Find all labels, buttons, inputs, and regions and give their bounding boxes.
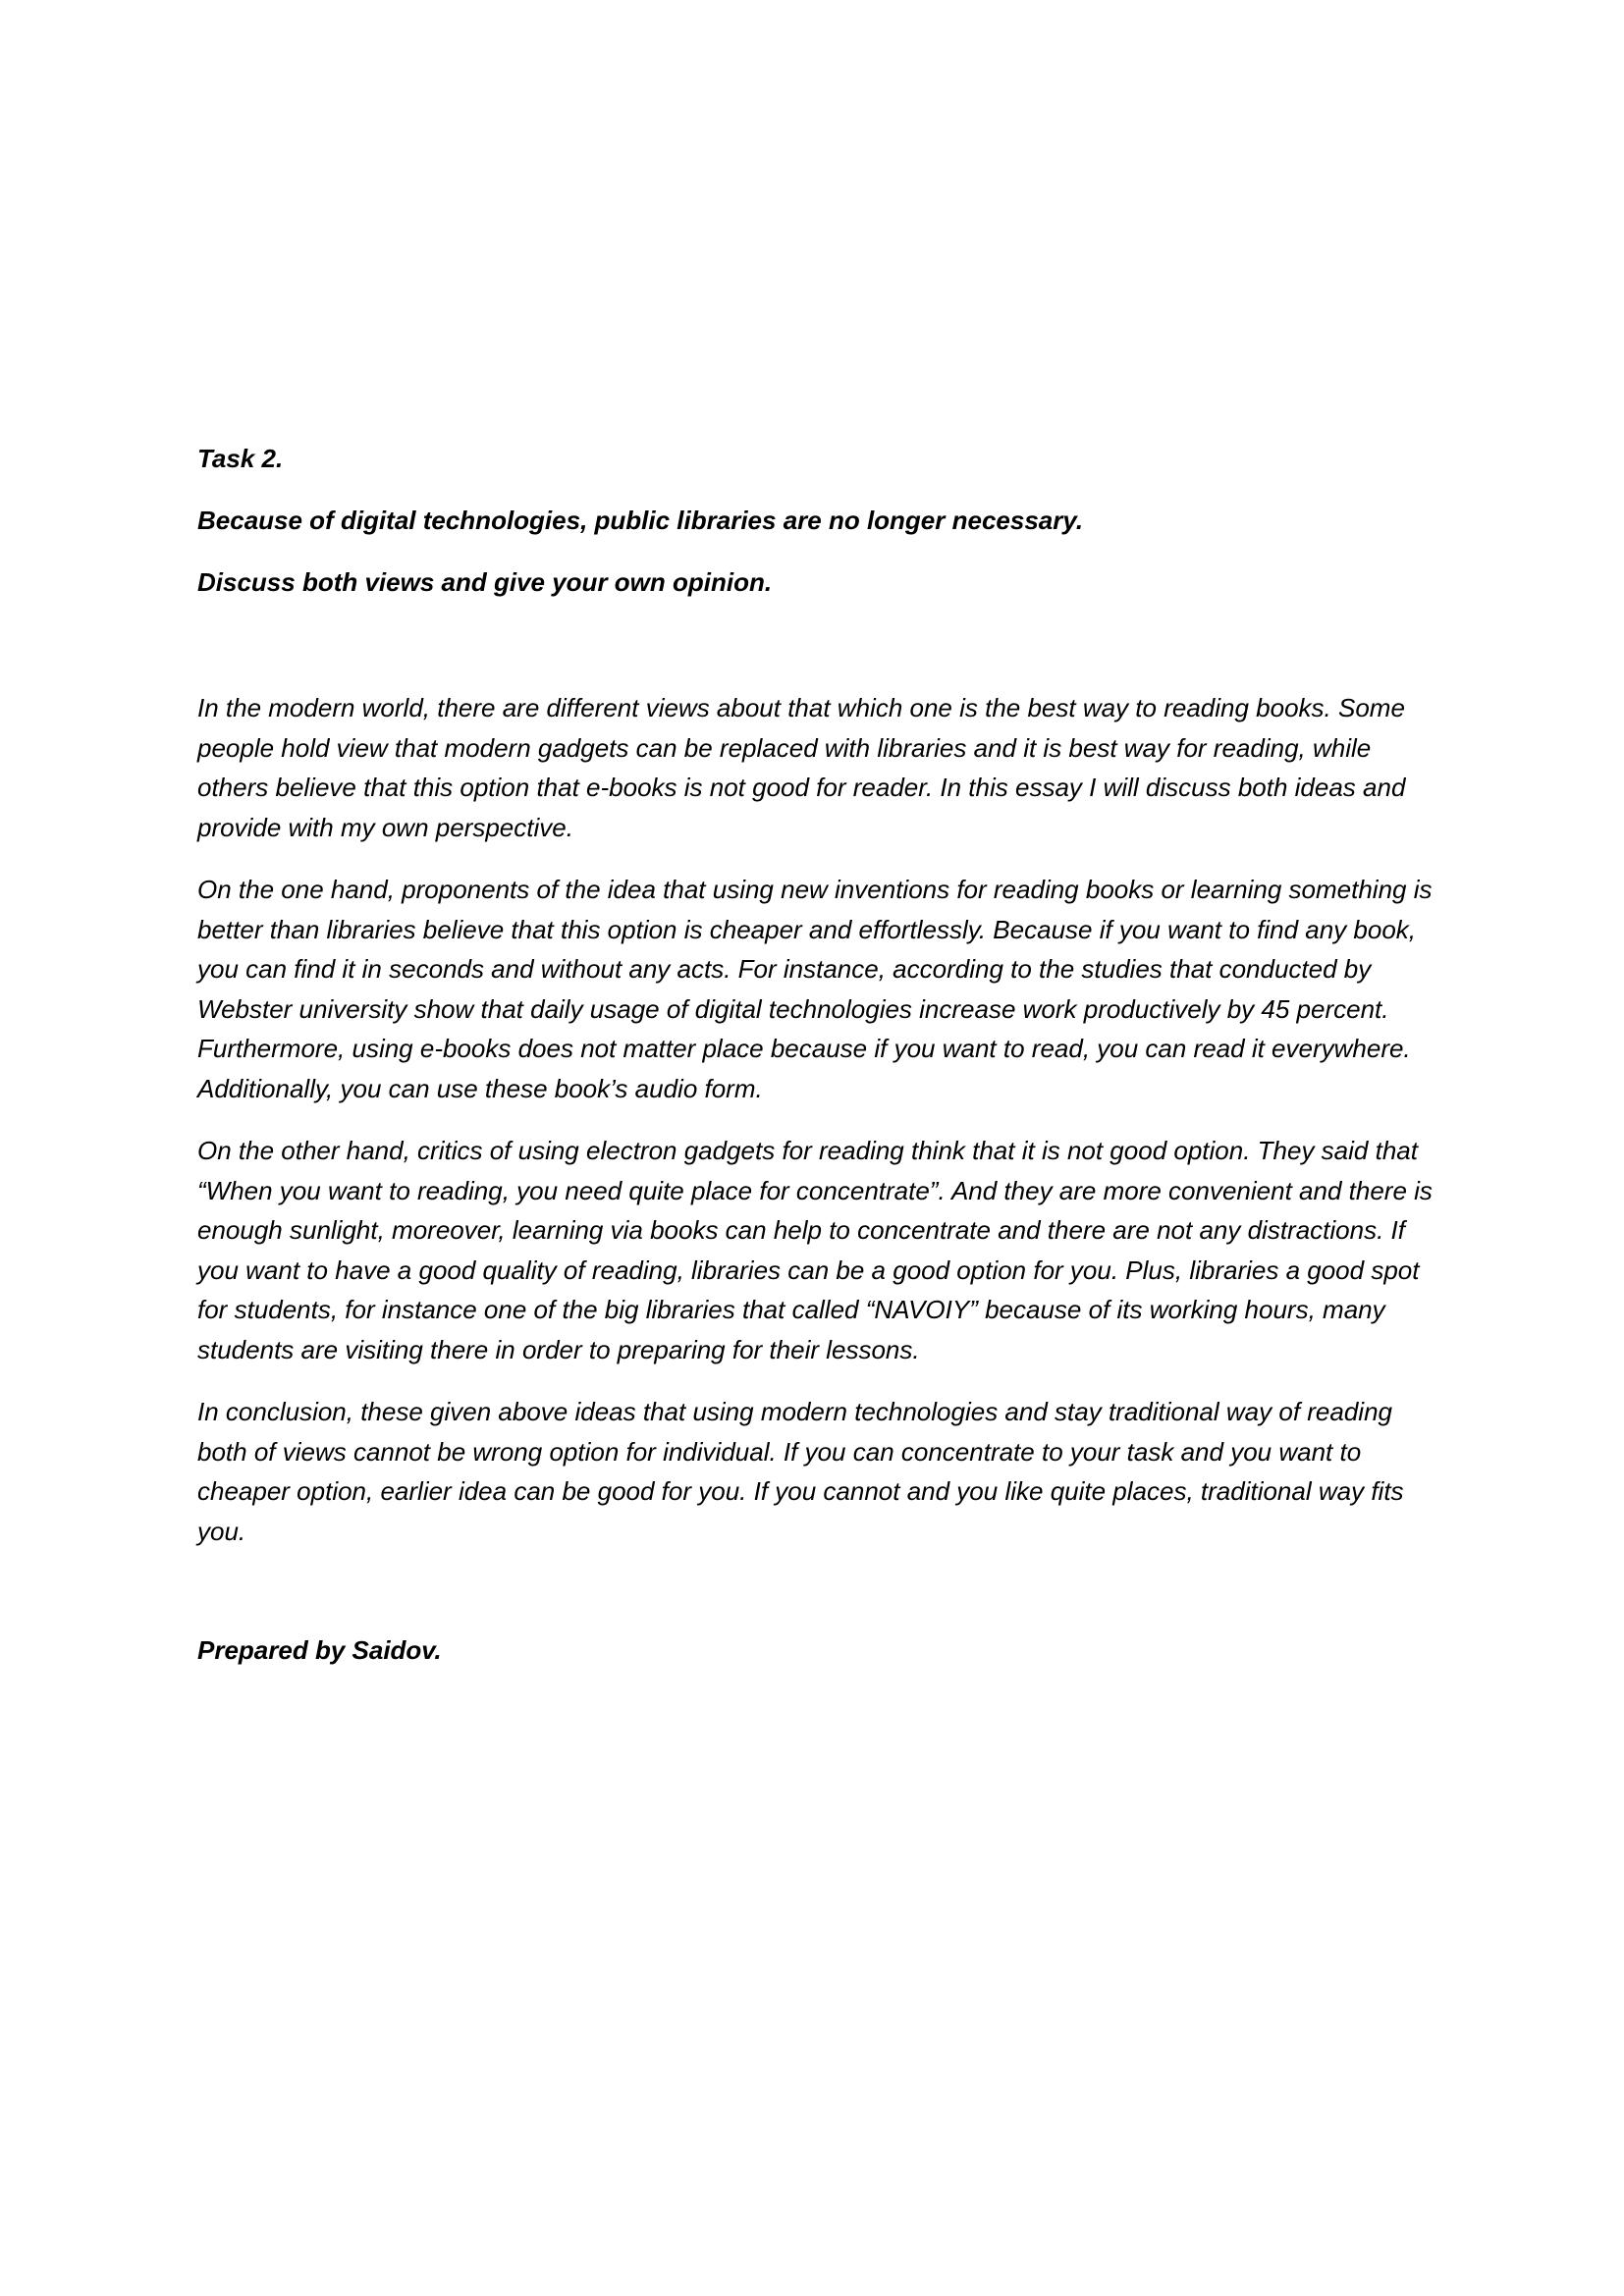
essay-paragraph-first-view: On the one hand, proponents of the idea that using new inventions for reading books or learning something is better than libraries believe that this option is cheaper and effortlessly. Because if you want to find any book, you can find it in seconds and without any acts. For instance, according to the studies that conducted by Webster university show that daily usage of digital technologies increase work productively by 45 percent. Furthermore, using e-books does not matter place because if you want to read, you can read it everywhere. Additionally, you can use these book’s audio form. (197, 875, 1433, 1103)
task-prompt: Because of digital technologies, public libraries are no longer necessary. (197, 506, 1084, 535)
essay-body (197, 688, 1439, 1551)
task-label: Task 2. (197, 444, 284, 473)
essay-paragraph-introduction: In the modern world, there are different views about that which one is the best way to reading books. Some people hold view that modern gadgets can be replaced with libraries and it is best way for reading, while others believe that this option that e-books is not good for reader. In this essay I will discuss both ideas and provide with my own perspective. (197, 693, 1406, 842)
document-content (197, 444, 1439, 1665)
task-instruction: Discuss both views and give your own opinion. (197, 567, 773, 597)
author-signature: Prepared by Saidov. (197, 1635, 442, 1665)
essay-paragraph-conclusion: In conclusion, these given above ideas that using modern technologies and stay traditional way of reading both of views cannot be wrong option for individual. If you can concentrate to your task and you want to cheaper option, earlier idea can be good for you. If you cannot and you like quite places, traditional way fits you. (197, 1397, 1404, 1546)
essay-paragraph-second-view: On the other hand, critics of using electron gadgets for reading think that it is not good option. They said that “When you want to reading, you need quite place for concentrate”. And they are more convenient and there is enough sunlight, moreover, learning via books can help to concentrate and there are not any distractions. If you want to have a good quality of reading, libraries can be a good option for you. Plus, libraries a good spot for students, for instance one of the big libraries that called “NAVOIY” because of its working hours, many students are visiting there in order to preparing for their lessons. (197, 1136, 1433, 1364)
task-header (197, 444, 1439, 597)
